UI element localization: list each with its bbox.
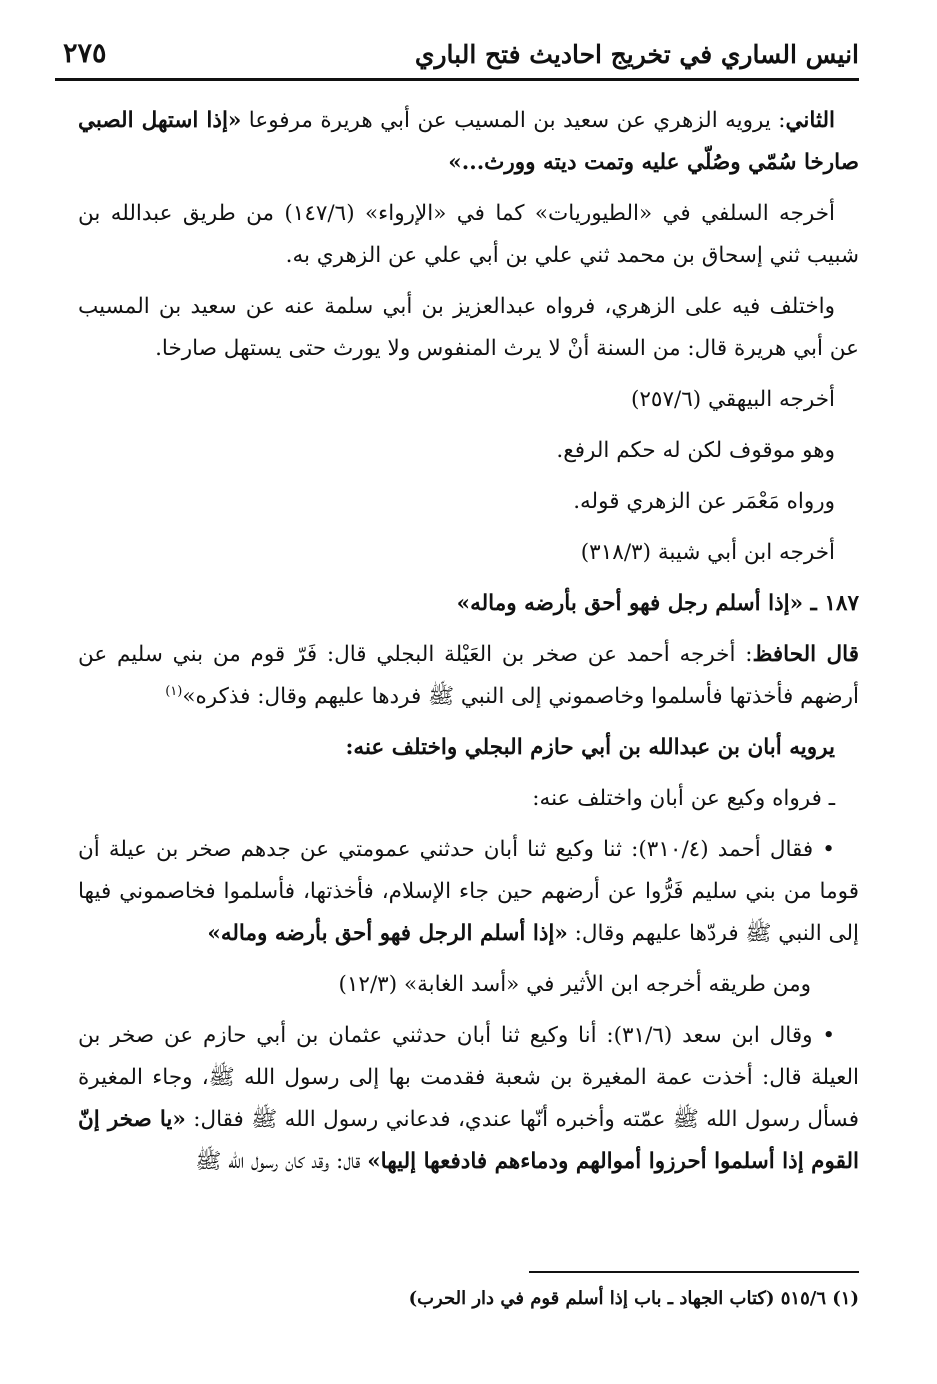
footnote <box>78 1284 859 1314</box>
ibn-saad-tail: قال: وقد كان رسول الله ﷺ <box>195 1149 368 1174</box>
paragraph-mamar <box>78 481 859 523</box>
paragraph-silafi <box>78 193 859 277</box>
paragraph-text: ورواه مَعْمَر عن الزهري قوله. <box>573 489 835 514</box>
paragraph-second-narration <box>78 100 859 184</box>
page-header <box>55 36 859 81</box>
paragraph-ibn-abi-shayba <box>78 532 859 574</box>
paragraph-bayhaqi <box>78 379 859 421</box>
hafiz-lead: قال الحافظ <box>752 642 860 667</box>
waki-line <box>78 778 859 820</box>
paragraph-text: وهو موقوف لكن له حكم الرفع. <box>556 438 835 463</box>
ahmad-text: • فقال أحمد (٣١٠/٤): ثنا وكيع ثنا أبان حدثني عمومتي عن جدهم صخر بن عيلة أن قوما من بني سليم فَرُّوا عن أرضهم حين جاء الإسلام، فأخذتها، فأسلموا فخاصموني فيها إلى النبي ﷺ فردّها عليهم وقال: <box>78 837 859 946</box>
paragraph-text: أخرجه السلفي في «الطيوريات» كما في «الإرواء» (١٤٧/٦) من طريق عبدالله بن شبيب ثني إسحاق بن محمد ثني علي بن أبي علي عن الزهري به. <box>78 201 859 268</box>
hadith-heading <box>78 583 859 625</box>
aban-heading <box>78 727 859 769</box>
athir-line-text: ومن طريقه أخرجه ابن الأثير في «أسد الغابة» (١٢/٣) <box>338 972 811 997</box>
page-number: ٢٧٥ <box>63 38 107 69</box>
paragraph-text: : يرويه الزهري عن سعيد بن المسيب عن أبي هريرة مرفوعا <box>241 108 786 133</box>
hadith-separator: ـ <box>803 591 825 616</box>
paragraph-ahmad <box>78 829 859 955</box>
athir-line <box>78 964 859 1006</box>
ibn-saad-quote: «يا صخر إنّ القوم إذا أسلموا أحرزوا أموالهم ودماءهم فادفعها إليها» <box>78 1107 859 1174</box>
paragraph-text: أخرجه ابن أبي شيبة (٣١٨/٣) <box>580 540 835 565</box>
footnote-text: ٥١٥/٦ (كتاب الجهاد ـ باب إذا أسلم قوم في دار الحرب) <box>408 1288 826 1309</box>
paragraph-text: واختلف فيه على الزهري، فرواه عبدالعزيز بن أبي سلمة عنه عن سعيد بن المسيب عن أبي هريرة قال: من السنة أنْ لا يرث المنفوس ولا يورث حتى يستهل صارخا. <box>78 294 859 361</box>
hadith-quote: «إذا استهل الصبي صارخا سُمّي وصُلّي عليه وتمت ديته وورث...» <box>78 108 859 175</box>
ahmad-quote: «إذا أسلم الرجل فهو أحق بأرضه وماله» <box>207 921 568 946</box>
hadith-title: «إذا أسلم رجل فهو أحق بأرضه وماله» <box>456 591 804 616</box>
ibn-saad-text: • وقال ابن سعد (٣١/٦): أنا وكيع ثنا أبان حدثني عثمان بن أبي حازم عن صخر بن العيلة قال: أخذت عمة المغيرة بن شعبة فقدمت بها إلى رسول الله ﷺ، وجاء المغيرة فسأل رسول الله ﷺ عمّته وأخبره أنّها عندي، فدعاني رسول الله ﷺ فقال: <box>78 1023 859 1132</box>
running-title: انيس الساري في تخريج احاديث فتح الباري <box>414 40 859 69</box>
footnote-reference[interactable]: (١) <box>165 683 183 699</box>
paragraph-text: أخرجه البيهقي (٢٥٧/٦) <box>630 387 835 412</box>
paragraph-hafiz <box>78 634 859 718</box>
hafiz-text: : أخرجه أحمد عن صخر بن العَيْلة البجلي قال: فَرّ قوم من بني سليم عن أرضهم فأخذتها فأسلموا وخاصموني إلى النبي ﷺ فردها عليهم وقال: فذكره» <box>78 642 859 709</box>
footnote-divider <box>529 1271 859 1273</box>
footnote-marker: (١) <box>832 1288 859 1309</box>
hadith-number: ١٨٧ <box>824 591 859 616</box>
paragraph-lead: الثاني <box>785 108 835 133</box>
paragraph-ibn-saad <box>78 1015 859 1183</box>
page-body <box>78 100 859 1192</box>
waki-line-text: ـ فرواه وكيع عن أبان واختلف عنه: <box>532 786 835 811</box>
aban-heading-text: يرويه أبان بن عبدالله بن أبي حازم البجلي واختلف عنه: <box>345 735 835 760</box>
paragraph-mawquf <box>78 430 859 472</box>
paragraph-ikhtilaf <box>78 286 859 370</box>
